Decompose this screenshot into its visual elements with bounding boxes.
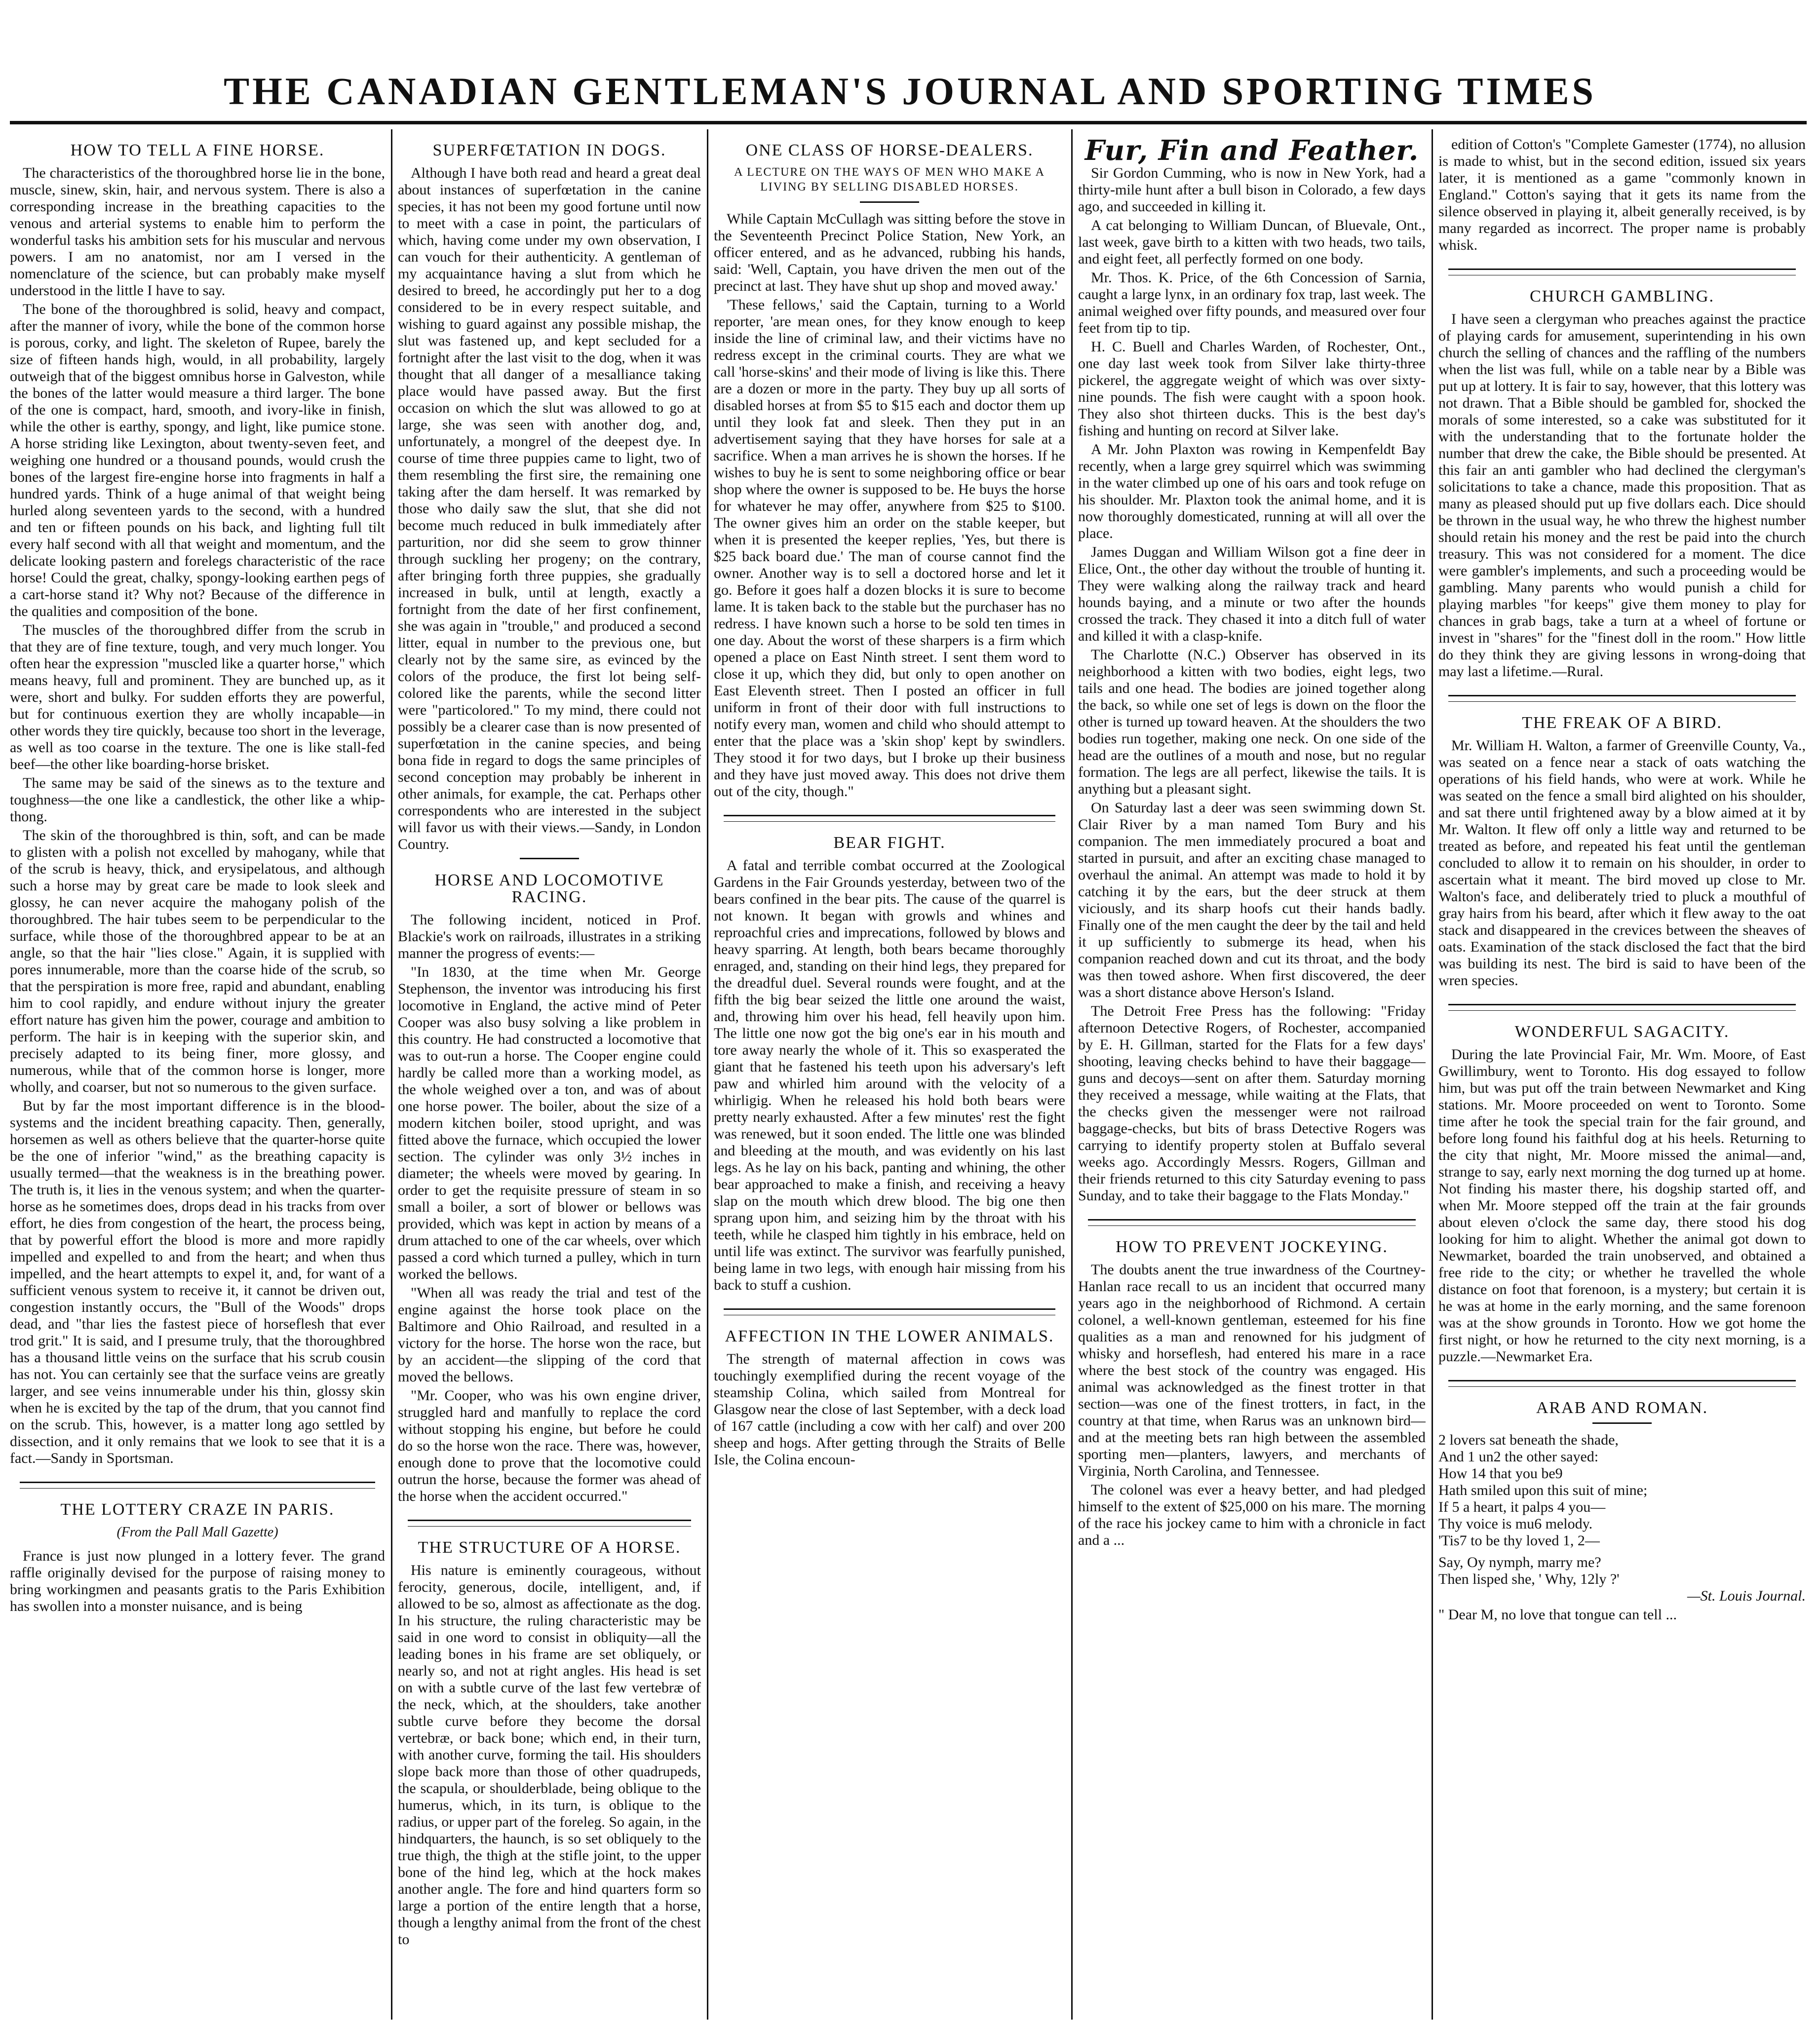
paragraph: edition of Cotton's "Complete Gamester (1774), no allusion is made to whist, but in the second edition, issued six years later, it is mentioned as a game "commonly known in England." Cotton's saying that it gets its name from the silence observed in playing it, albeit generally received, is by many regarded as incorrect. The proper name is probably whisk. xyxy=(1438,136,1806,253)
column-3 xyxy=(714,129,1065,2020)
poem-line: Thy voice is mu6 melody. xyxy=(1438,1516,1593,1532)
paragraph: Mr. William H. Walton, a farmer of Greenville County, Va., was seated on a fence near a stack of oats watching the operations of his field hands, who were at work. While he was seated on the fence a small bird alighted on his shoulder, and sat there until frightened away by a blow aimed at it by Mr. Walton. It flew off only a little way and returned to be treated as before, and repeated his feat until the gentleman concluded to allow it to remain on his shoulder, in order to ascertain what it meant. The bird moved up close to Mr. Walton's face, and deliberately tried to pluck a mouthful of gray hairs from his beard, after which it flew away to the oat stack and disappeared in the crevices between the sheaves of oats. Examination of the stack disclosed the fact that the bird was building its nest. The bird is said to have been of the wren species. xyxy=(1438,737,1806,989)
headline-locomotive: HORSE AND LOCOMOTIVE RACING. xyxy=(434,871,664,906)
article-credit: —St. Louis Journal. xyxy=(1687,1588,1806,1604)
headline-dealers: ONE CLASS OF HORSE-DEALERS. xyxy=(745,141,1034,159)
short-rule xyxy=(1592,1422,1652,1424)
poem-line: And 1 un2 the other sayed: xyxy=(1438,1449,1599,1465)
section-separator xyxy=(724,1308,1055,1315)
paragraph: On Saturday last a deer was seen swimming down St. Clair River by a man named Tom Bury and his companion. The men immediately procured a boat and started in pursuit, and after an exciting chase managed to overhaul the animal. An attempt was made to hold it by catching it by the ears, but the deer struck at them viciously, and its sharp hoofs cut their hands badly. Finally one of the men caught the deer by the tail and held it up sufficiently to submerge its head, when his companion reached down and cut its throat, and the body was then towed ashore. When first discovered, the deer was a short distance above Herson's Island. xyxy=(1078,800,1426,1000)
column-2 xyxy=(398,129,701,2020)
paragraph: The colonel was ever a heavy better, and had pledged himself to the extent of $25,000 on his mare. The morning of the race his jockey came to him with a chronicle in fact and a ... xyxy=(1078,1482,1426,1548)
poem-line: " Dear M, no love that tongue can tell ... xyxy=(1438,1606,1677,1623)
headline-jockeying: HOW TO PREVENT JOCKEYING. xyxy=(1116,1238,1388,1256)
paragraph: France is just now plunged in a lottery fever. The grand raffle originally devised for the purpose of raising money to bring workingmen and peasants gratis to the Paris Exhibition has swollen into a monster nuisance, and is being xyxy=(10,1548,385,1614)
headline-sagacity: WONDERFUL SAGACITY. xyxy=(1514,1023,1730,1041)
paragraph: "In 1830, at the time when Mr. George Stephenson, the inventor was introducing his first locomotive in England, the active mind of Peter Cooper was also busy solving a like problem in this country. He had constructed a locomotive that was to out-run a horse. The Cooper engine could hardly be called more than a working model, as the whole weighed over a ton, and was of about one horse power. The boiler, about the size of a modern kitchen boiler, stood upright, and was fitted above the furnace, which occupied the lower section. The cylinder was only 3½ inches in diameter; the wheels were moved by gearing. In order to get the requisite pressure of steam in so small a boiler, a sort of blower or bellows was provided, which was kept in action by means of a drum attached to one of the car wheels, over which passed a cord which turned a pulley, which in turn worked the bellows. xyxy=(398,964,701,1282)
paragraph: During the late Provincial Fair, Mr. Wm. Moore, of East Gwillimbury, went to Toronto. His dog essayed to follow him, but was put off the train between Newmarket and King stations. Mr. Moore proceeded on went to Toronto. Some time after he took the special train for the fair ground, and before long found his faithful dog at his heels. Returning to the city that night, Mr. Moore missed the animal—and, strange to say, early next morning the dog turned up at home. Not finding his master there, his dogship started off, and when Mr. Moore stepped off the train at the fair grounds about eleven o'clock the same day, there stood his dog looking for him to alight. Whether the animal got down to Newmarket, boarded the train unobserved, and obtained a free ride to the city; or whether he travelled the whole distance on foot that forenoon, is a mystery; but certain it is he was at home in the early morning, and the same forenoon was at the show grounds in Toronto. How we got home the first night, or how he returned to the city next morning, is a puzzle.—Newmarket Era. xyxy=(1438,1046,1806,1365)
column-divider xyxy=(1432,129,1433,2020)
column-divider xyxy=(1071,129,1073,2020)
headline-structure: THE STRUCTURE OF A HORSE. xyxy=(418,1538,681,1557)
paragraph: Although I have both read and heard a great deal about instances of superfœtation in the canine species, it has not been my good fortune until now to meet with a case in point, the particulars of which, having come under my own observation, I can vouch for their authenticity. A gentleman of my acquaintance having a slut from which he desired to breed, he accordingly put her to a dog considered to be in every respect suitable, and wishing to guard against any possible mishap, the slut was fastened up, and kept secluded for a fortnight after the last visit to the dog, when it was thought that all danger of a mesalliance taking place would have passed away. But the first occasion on which the slut was allowed to go at large, she was seen with another dog, and, unfortunately, a mongrel of the deepest dye. In course of time three puppies came to light, two of them resembling the first sire, the remaining one taking after the dam herself. It was remarked by those who daily saw the slut, that she did not become much reduced in bulk immediately after parturition, nor did she seem to grow thinner through suckling her progeny; on the contrary, after bringing forth three puppies, she gradually increased in bulk, until at length, exactly a fortnight from the date of her first confinement, she was again in "trouble," and produced a second litter, equal in number to the previous one, but clearly not by the same sire, as evinced by the colors of the produce, the first lot being self-colored like the parents, while the second litter were "particolored." To my mind, there could not possibly be a clearer case than is now presented of superfœtation in the canine species, and being bona fide in regard to dogs the same principles of second conception may probably be inherent in other animals, for example, the cat. Perhaps other correspondents who are interested in the subject will favor us with their views.—Sandy, in London Country. xyxy=(398,165,701,852)
column-4 xyxy=(1078,129,1426,2020)
headline-church: CHURCH GAMBLING. xyxy=(1530,287,1714,306)
section-separator xyxy=(1448,695,1796,702)
paragraph: The characteristics of the thoroughbred horse lie in the bone, muscle, sinew, skin, hair, and nervous system. There is also a corresponding increase in the breathing capacities to the venous and arterial systems to enable him to perform the wonderful tasks his ambition sets for his muscular and nervous powers. I am no anatomist, nor am I versed in the nomenclature of the science, but can probably make myself understood in the little I have to say. xyxy=(10,165,385,299)
poem-line: 2 lovers sat beneath the shade, xyxy=(1438,1432,1619,1448)
masthead-rule xyxy=(10,121,1807,124)
column-divider xyxy=(707,129,708,2020)
paragraph: The Charlotte (N.C.) Observer has observed in its neighborhood a kitten with two bodies, eight legs, two tails and one head. The bodies are joined together along the back, so while one set of legs is down on the floor the other is turned up toward heaven. At the shoulders the two bodies run together, making one neck. On one side of the head are the outlines of a mouth and nose, but no regular formation. The legs are all perfect, likewise the tails. It is anything but a pleasant sight. xyxy=(1078,647,1426,797)
short-rule xyxy=(520,858,579,859)
paragraph: 'These fellows,' said the Captain, turning to a World reporter, 'are mean ones, for they know enough to keep inside the line of criminal law, and their victims have no redress except in the criminal courts. They are what we call 'horse-skins' and their mode of living is like this. There are a dozen or more in the party. They buy up all sorts of disabled horses at from $5 to $15 each and doctor them up until they look fat and sleek. Then they put in an advertisement saying that they have horses for sale at a sacrifice. When a man arrives he is shown the horses. If he wishes to buy he is sent to some neighboring office or bear shop where the owner is supposed to be. He buys the horse for whatever he may offer, anywhere from $25 to $100. The owner gives him an order on the stable keeper, but when it is presented the keeper replies, 'Yes, but there is $25 back board due.' The man of course cannot find the owner. Another way is to sell a doctored horse and let it go. Before it goes half a dozen blocks it is sure to become lame. It is taken back to the stable but the purchaser has no redress. I have known such a horse to be sold ten times in one day. About the worst of these sharpers is a firm which opened a place on East Ninth street. I sent them word to close it up, which they did, but only to open another on East Eleventh street. Then I posted an officer in full uniform in front of their door with full instructions to notify every man, women and child who should attempt to enter that the place was a 'skin shop' kept by swindlers. They stood it for two days, but I broke up their business and they have just moved away. This does not drive them out of the city, though." xyxy=(714,297,1065,800)
article-subhead: A LECTURE ON THE WAYS OF MEN WHO MAKE A LIVING BY SELLING DISABLED HORSES. xyxy=(734,166,1045,193)
article-credit: (From the Pall Mall Gazette) xyxy=(116,1525,278,1540)
headline-superfoetation: SUPERFŒTATION IN DOGS. xyxy=(432,141,666,159)
paragraph: The muscles of the thoroughbred differ from the scrub in that they are of fine texture, tough, and very much longer. You often hear the expression "muscled like a quarter horse," which means heavy, full and prominent. They are bunched up, as it were, short and bulky. For sudden efforts they are powerful, but for continuous exertion they are wholly incapable—in other words they tire quickly, because too short in the leverage, as well as too coarse in the texture. The one is like stall-fed beef—the other like boarding-horse brisket. xyxy=(10,622,385,772)
short-rule xyxy=(860,201,919,203)
paragraph: Mr. Thos. K. Price, of the 6th Concession of Sarnia, caught a large lynx, in an ordinary fox trap, last week. The animal weighed over fifty pounds, and measured over four feet from tip to tip. xyxy=(1078,269,1426,336)
section-separator xyxy=(408,1520,691,1527)
section-separator xyxy=(1448,268,1796,275)
section-separator xyxy=(20,1482,375,1489)
section-separator xyxy=(1448,1004,1796,1011)
paragraph: The bone of the thoroughbred is solid, heavy and compact, after the manner of ivory, while the bone of the common horse is porous, corky, and light. The skeleton of Rupee, barely the size of fifteen hands high, would, in all probability, largely outweigh that of the biggest omnibus horse in Galveston, while the bones of the latter would measure a third larger. The bone of the one is compact, hard, smooth, and ivory-like in finish, while the other is earthy, spongy, and light, like pumice stone. A horse striding like Lexington, about twenty-seven feet, and weighing one hundred or a thousand pounds, would crush the bones of the largest fire-engine horse into fragments in half a hundred yards. Think of a huge animal of that weight being hurled along seventeen yards to the second, with a hundred and ten or fifteen pounds on his back, and lighting full tilt every half second with all that weight and momentum, and the delicate looking pastern and forelegs characteristic of the race horse! Could the great, chalky, spongy-looking earthen pegs of a cart-horse stand it? Why not? Because of the difference in the qualities and composition of the bone. xyxy=(10,301,385,619)
poem-line: If 5 a heart, it palps 4 you— xyxy=(1438,1499,1606,1515)
poem-line: How 14 that you be9 xyxy=(1438,1465,1563,1482)
paragraph: "When all was ready the trial and test of the engine against the horse took place on the Baltimore and Ohio Railroad, and resulted in a victory for the horse. The horse won the race, but by an accident—the slipping of the cord that moved the bellows. xyxy=(398,1285,701,1385)
paragraph: James Duggan and William Wilson got a fine deer in Elice, Ont., the other day without the trouble of hunting it. They were walking along the railway track and heard hounds baying, and a minute or two after the hounds crossed the track. They chased it into a ditch full of water and killed it with a clasp-knife. xyxy=(1078,544,1426,644)
paragraph: The strength of maternal affection in cows was touchingly exemplified during the recent voyage of the steamship Colina, which sailed from Montreal for Glasgow near the close of last September, with a deck load of 167 cattle (including a cow with her calf) and over 200 sheep and hogs. After getting through the Straits of Belle Isle, the Colina encoun- xyxy=(714,1351,1065,1468)
section-separator xyxy=(724,815,1055,822)
poem-line: Hath smiled upon this suit of mine; xyxy=(1438,1482,1648,1498)
paragraph: While Captain McCullagh was sitting before the stove in the Seventeenth Precinct Police Station, New York, an officer entered, and as he advanced, rubbing his hands, said: 'Well, Captain, you have driven the men out of the precinct at last. They have shut up shop and moved away.' xyxy=(714,211,1065,294)
poem-line: 'Tis7 to be thy loved 1, 2— xyxy=(1438,1532,1600,1549)
masthead: THE CANADIAN GENTLEMAN'S JOURNAL AND SPORTING TIMES xyxy=(224,70,1596,113)
paragraph: But by far the most important difference is in the blood-systems and the incident breathing capacity. Then, generally, horsemen as well as others believe that the quarter-horse quite be the one of inferior "wind," as the breathing capacity is usually termed—that the weakness is in the breathing power. The truth is, it lies in the venous system; and when the quarter-horse as he sometimes does, drops dead in his tracks from over effort, he dies from congestion of the heart, the process being, that by powerful effort the blood is more and more rapidly impelled and expelled to and from the heart; and when thus impelled, and the heart attempts to expel it, and, for want of a sufficient venous system to receive it, it cannot be driven out, congestion instantly occurs, the "Bull of the Woods" drops dead, and "thar lies the fastest piece of horseflesh that ever trod grit." It is said, and I presume truly, that the thoroughbred has a thousand little veins on the surface that his scrub cousin has not. You can certainly see that the surface veins are greatly larger, and see veins innumerable under his thin, glossy skin when he is excited by the tap of the drum, that you cannot find on the scrub. This, however, is a matter long ago settled by dissection, and it only remains that we look to see that it is a fact.—Sandy in Sportsman. xyxy=(10,1098,385,1466)
paragraph: The following incident, noticed in Prof. Blackie's work on railroads, illustrates in a striking manner the progress of events:— xyxy=(398,912,701,961)
paragraph: The skin of the thoroughbred is thin, soft, and can be made to glisten with a polish not excelled by mahogany, while that of the scrub is heavy, thick, and erysipelatous, and although such a horse may by great care be made to look sleek and glossy, he can never acquire the mahogany polish of the thoroughbred. The hair tubes seem to be perpendicular to the surface, while those of the thoroughbred appear to be at an angle, so that the hair "lies close." Again, it is supplied with pores innumerable, more than the coarse hide of the scrub, so that the perspiration is more free, rapid and abundant, enabling him to cool rapidly, and endure without injury the greater effort nature has given him the power, courage and ambition to perform. The hair is in keeping with the superior skin, and precisely adapted to its being finer, more glossy, and numerous, while that of the common horse is longer, more wholly, and coarser, but not so numerous to the given surface. xyxy=(10,827,385,1095)
headline-fur-fin-feather: Fur, Fin and Feather. xyxy=(1084,134,1419,167)
paragraph: Sir Gordon Cumming, who is now in New York, had a thirty-mile hunt after a bull bison in Colorado, a few days ago, and succeeded in killing it. xyxy=(1078,165,1426,215)
headline-fine-horse: HOW TO TELL A FINE HORSE. xyxy=(70,141,325,159)
paragraph: I have seen a clergyman who preaches against the practice of playing cards for amusement, superintending in his own church the selling of chances and the raffling of the numbers when the list was full, while on a table near by a Bible was put up at lottery. It is fair to say, however, that this lottery was not drawn. That a Bible should be gambled for, shocked the morals of some interested, so a cake was substituted for it with the understanding that to the fortunate holder the number that drew the cake, the Bible should be presented. At this fair an anti gambler who had declined the clergyman's solicitations to take a chance, made this proposition. That as many as pleased should put up five dollars each. Dice should be thrown in the usual way, he who threw the highest number should retain his money and the rest be paid into the church treasury. This was not considered for a moment. The dice were gambler's implements, and such a proceeding would be gambling. Many parents who would punish a child for playing marbles "for keeps" give them money to play for chances in grab bags, take a turn at a wheel of fortune or invest in "shares" for the "finest doll in the room." How little do they think they are giving lessons in wrong-doing that may last a lifetime.—Rural. xyxy=(1438,311,1806,680)
column-divider xyxy=(391,129,392,2020)
headline-affection: AFFECTION IN THE LOWER ANIMALS. xyxy=(725,1327,1054,1345)
paragraph: A cat belonging to William Duncan, of Bluevale, Ont., last week, gave birth to a kitten with two heads, two tails, and eight feet, all perfectly formed on one body. xyxy=(1078,217,1426,267)
headline-bear: BEAR FIGHT. xyxy=(833,834,946,852)
poem-line: Then lisped she, ' Why, 12ly ?' xyxy=(1438,1571,1620,1587)
paragraph: The Detroit Free Press has the following: "Friday afternoon Detective Rogers, of Rochester, accompanied by E. H. Gillman, started for the Flats for a few days' shooting, leaving checks behind to have their baggage—guns and decoys—sent on after them. Saturday morning they received a message, while waiting at the Flats, that the checks given the messenger were not railroad baggage-checks, but bits of brass Detective Rogers was carrying to identify property stolen at Buffalo several weeks ago. Accordingly Messrs. Rogers, Gillman and their friends returned to this city Saturday evening to pass Sunday, and to take their baggage to the Flats Monday." xyxy=(1078,1003,1426,1204)
paragraph: The doubts anent the true inwardness of the Courtney-Hanlan race recall to us an incident that occurred many years ago in the neighborhood of Richmond. A certain colonel, a well-known gentleman, esteemed for his fine qualities as a man and renowned for his judgment of whisky and horseflesh, had entered his mare in a race where the best stock of the country was engaged. His animal was acknowledged as the finest trotter in that section—was one of the finest trotters, in fact, in the country at that time, when Rarus was an unknown bird—and at the meeting bets ran high between the assembled sporting men—planters, lawyers, and merchants of Virginia, North Carolina, and Tennessee. xyxy=(1078,1262,1426,1479)
paragraph: H. C. Buell and Charles Warden, of Rochester, Ont., one day last week took from Silver lake thirty-three pickerel, the aggregate weight of which was over sixty-nine pounds. The fish were caught with a spoon hook. They also shot thirteen ducks. This is the best day's fishing and hunting on record at Silver lake. xyxy=(1078,339,1426,439)
headline-arab: ARAB AND ROMAN. xyxy=(1536,1399,1708,1417)
section-separator xyxy=(1448,1380,1796,1387)
paragraph: A Mr. John Plaxton was rowing in Kempenfeldt Bay recently, when a large grey squirrel which was swimming in the water climbed up one of his oars and took refuge on his shoulder. Mr. Plaxton took the animal home, and it is now thoroughly domesticated, running at will all over the place. xyxy=(1078,441,1426,541)
headline-lottery: THE LOTTERY CRAZE IN PARIS. xyxy=(60,1500,335,1519)
column-1 xyxy=(10,129,385,2020)
section-separator xyxy=(1088,1219,1416,1226)
poem-line: Say, Oy nymph, marry me? xyxy=(1438,1554,1601,1570)
paragraph: His nature is eminently courageous, without ferocity, generous, docile, intelligent, and, if allowed to be so, almost as affectionate as the dog. In his structure, the ruling characteristic may be said in one word to consist in obliquity—all the leading bones in his frame are set obliquely, or nearly so, and not at right angles. His head is set on with a subtle curve of the last few vertebræ of the neck, which, at the shoulders, take another subtle curve before they become the dorsal vertebræ, or back bone; which end, in their turn, with another curve, forming the tail. His shoulders slope back more than those of other quadrupeds, the scapula, or shoulderblade, being oblique to the humerus, which, in its turn, is oblique to the radius, or upper part of the foreleg. So again, in the hindquarters, the haunch, is so set obliquely to the true thigh, the thigh at the stifle joint, to the upper bone of the hind leg, which at the hock makes another angle. The fore and hind quarters form so large a portion of the entire length that a horse, though a lengthy animal from the front of the chest to xyxy=(398,1562,701,1948)
column-5 xyxy=(1438,129,1806,2020)
headline-bird: THE FREAK OF A BIRD. xyxy=(1522,714,1722,732)
paragraph: The same may be said of the sinews as to the texture and toughness—the one like a candlestick, the other like a whip-thong. xyxy=(10,775,385,825)
paragraph: "Mr. Cooper, who was his own engine driver, struggled hard and manfully to replace the cord without stopping his engine, but before he could do so the horse won the race. There was, however, enough done to prove that the locomotive could outrun the horse, because the former was ahead of the horse when the accident occurred." xyxy=(398,1387,701,1504)
paragraph: A fatal and terrible combat occurred at the Zoological Gardens in the Fair Grounds yesterday, between two of the bears confined in the bear pits. The cause of the quarrel is not known. It began with growls and whines and reproachful cries and imprecations, followed by blows and heavy sparring. At length, both bears became thoroughly enraged, and, standing on their hind legs, they prepared for the dreadful duel. Several rounds were fought, and at the fifth the big bear seized the little one around the waist, and, throwing him over his head, fell heavily upon him. The little one now got the big one's ear in his mouth and tore away nearly the whole of it. This so exasperated the giant that he fastened his teeth upon his adversary's left paw and whirled him around with the velocity of a whirligig. When he released his hold both bears were pretty nearly exhausted. After a few minutes' rest the fight was renewed, but it soon ended. The little one was blinded and bleeding at the mouth, and was evidently on his last legs. As he lay on his back, panting and whining, the other bear approached to make a finish, and receiving a heavy slap on the mouth which drew blood. The big one then sprang upon him, and seizing him by the throat with his teeth, while he clasped him tightly in his embrace, held on until life was extinct. The survivor was fearfully punished, being lame in two legs, with enough hair missing from his back to stuff a cushion. xyxy=(714,857,1065,1293)
